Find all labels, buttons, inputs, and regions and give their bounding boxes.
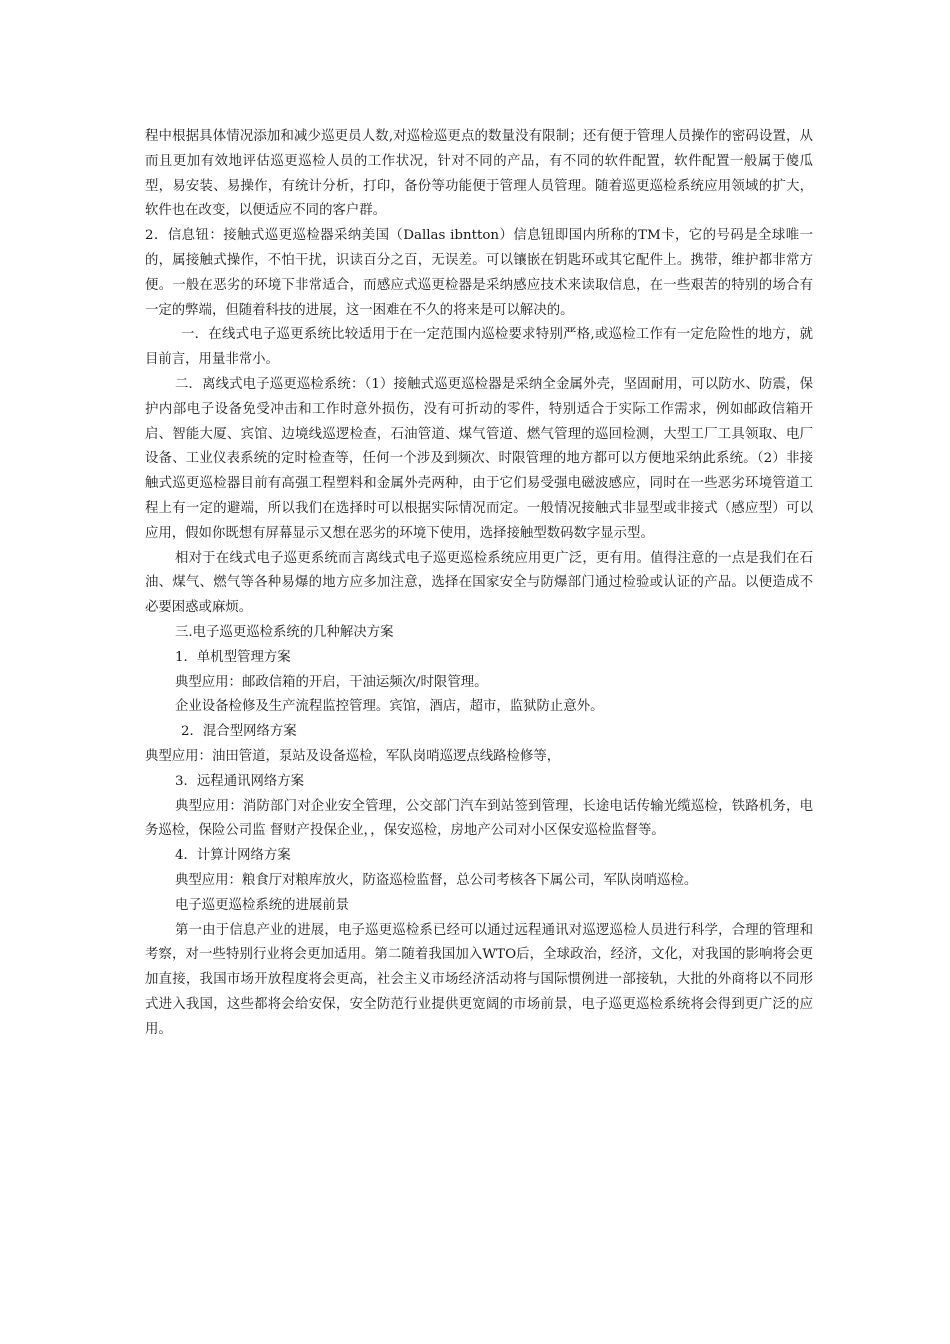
solution-heading-computer-network: 4．计算计网络方案	[175, 848, 291, 864]
document-body	[145, 125, 813, 1042]
paragraph-offline-system: 二．离线式电子巡更巡检系统：（1）接触式巡更巡检器是采纳全金属外壳，坚固耐用，可以防水、防震，保护内部电子设备免受冲击和工作时意外损伤，没有可折动的零件，特别适合于实际工作需求，例如邮政信箱开启、智能大厦、宾馆、边境线巡逻检查，石油管道、煤气管道、燃气管理的巡回检测，大型工厂工具领取、电厂设备、工业仪表系统的定时检查等，任何一个涉及到频次、时限管理的地方都可以方便地采纳此系统。（2）非接触式巡更巡检器目前有高强工程塑料和金属外壳两种，由于它们易受强电磁波感应，同时在一些恶劣环境管道工程上有一定的避端，所以我们在选择时可以根据实际情况而定。一般情况接触式非显型或非接式（感应型）可以应用，假如你既想有屏幕显示又想在恶劣的环境下使用，选择接触型数码数字显示型。	[145, 376, 813, 541]
paragraph-online-system: 一．在线式电子巡更系统比较适用于在一定范围内巡检要求特别严格,或巡检工作有一定危险性的地方，就目前言，用量非常小。	[145, 327, 813, 368]
paragraph-prospects: 第一由于信息产业的进展，电子巡更巡检系已经可以通过远程通讯对巡逻巡检人员进行科学，合理的管理和考察，对一些特别行业将会更加适用。第二随着我国加入WTO后，全球政治，经济，文化，对我国的影响将会更加直接，我国市场开放程度将会更高，社会主义市场经济活动将与国际惯例进一部接轨，大批的外商将以不同形式进入我国，这些都将会给安保，安全防范行业提供更宽阔的市场前景，电子巡更巡检系统将会得到更广泛的应用。	[145, 922, 813, 1037]
section-heading-prospects: 电子巡更巡检系统的进展前景	[175, 897, 350, 913]
solution-application-standalone-extra: 企业设备检修及生产流程监控管理。宾馆，酒店，超市，监狱防止意外。	[175, 699, 604, 715]
paragraph-info-button: 2．信息钮：接触式巡更巡检器采纳美国（Dallas ibntton）信息钮即国内所称的TM卡，它的号码是全球唯一的，属接触式操作，不怕干扰，识读百分之百，无误差。可以镶嵌在钥匙环或其它配件上。携带，维护都非常方便。一般在恶劣的环境下非常适合，而感应式巡更检器是采纳感应技术来读取信息，在一些艰苦的特别的场合有一定的弊端，但随着科技的进展，这一困难在不久的将来是可以解决的。	[145, 228, 813, 318]
paragraph-comparison: 相对于在线式电子巡更系统而言离线式电子巡更巡检系统应用更广泛，更有用。值得注意的一点是我们在石油、煤气、燃气等各种易爆的地方应多加注意，选择在国家安全与防爆部门通过检验或认证的产品。以便造成不必要困惑或麻烦。	[145, 550, 813, 616]
solution-application-hybrid: 典型应用：油田管道，泵站及设备巡检，军队岗哨巡逻点线路检修等，	[145, 748, 561, 764]
paragraph-software-config: 程中根据具体情况添加和减少巡更员人数,对巡检巡更点的数量没有限制；还有便于管理人员操作的密码设置，从而且更加有效地评估巡更巡检人员的工作状况，针对不同的产品，有不同的软件配置，软件配置一般属于傻瓜型，易安装、易操作，有统计分析，打印，备份等功能便于管理人员管理。随着巡更巡检系统应用领域的扩大，软件也在改变，以便适应不同的客户群。	[145, 129, 813, 219]
solution-application-remote: 典型应用：消防部门对企业安全管理，公交部门汽车到站签到管理，长途电话传输光缆巡检，铁路机务，电务巡检，保险公司监 督财产投保企业，，保安巡检，房地产公司对小区保安巡检监督等。	[145, 798, 813, 839]
solution-application-standalone: 典型应用：邮政信箱的开启，干油运频次/时限管理。	[175, 674, 488, 690]
solution-application-computer-network: 典型应用：粮食厅对粮库放火，防盗巡检监督，总公司考核各下属公司，军队岗哨巡检。	[175, 872, 698, 888]
section-heading-solutions: 三.电子巡更巡检系统的几种解决方案	[175, 624, 394, 640]
solution-heading-standalone: 1．单机型管理方案	[175, 649, 291, 665]
solution-heading-hybrid: 2．混合型网络方案	[181, 724, 297, 740]
solution-heading-remote: 3．远程通讯网络方案	[175, 773, 305, 789]
